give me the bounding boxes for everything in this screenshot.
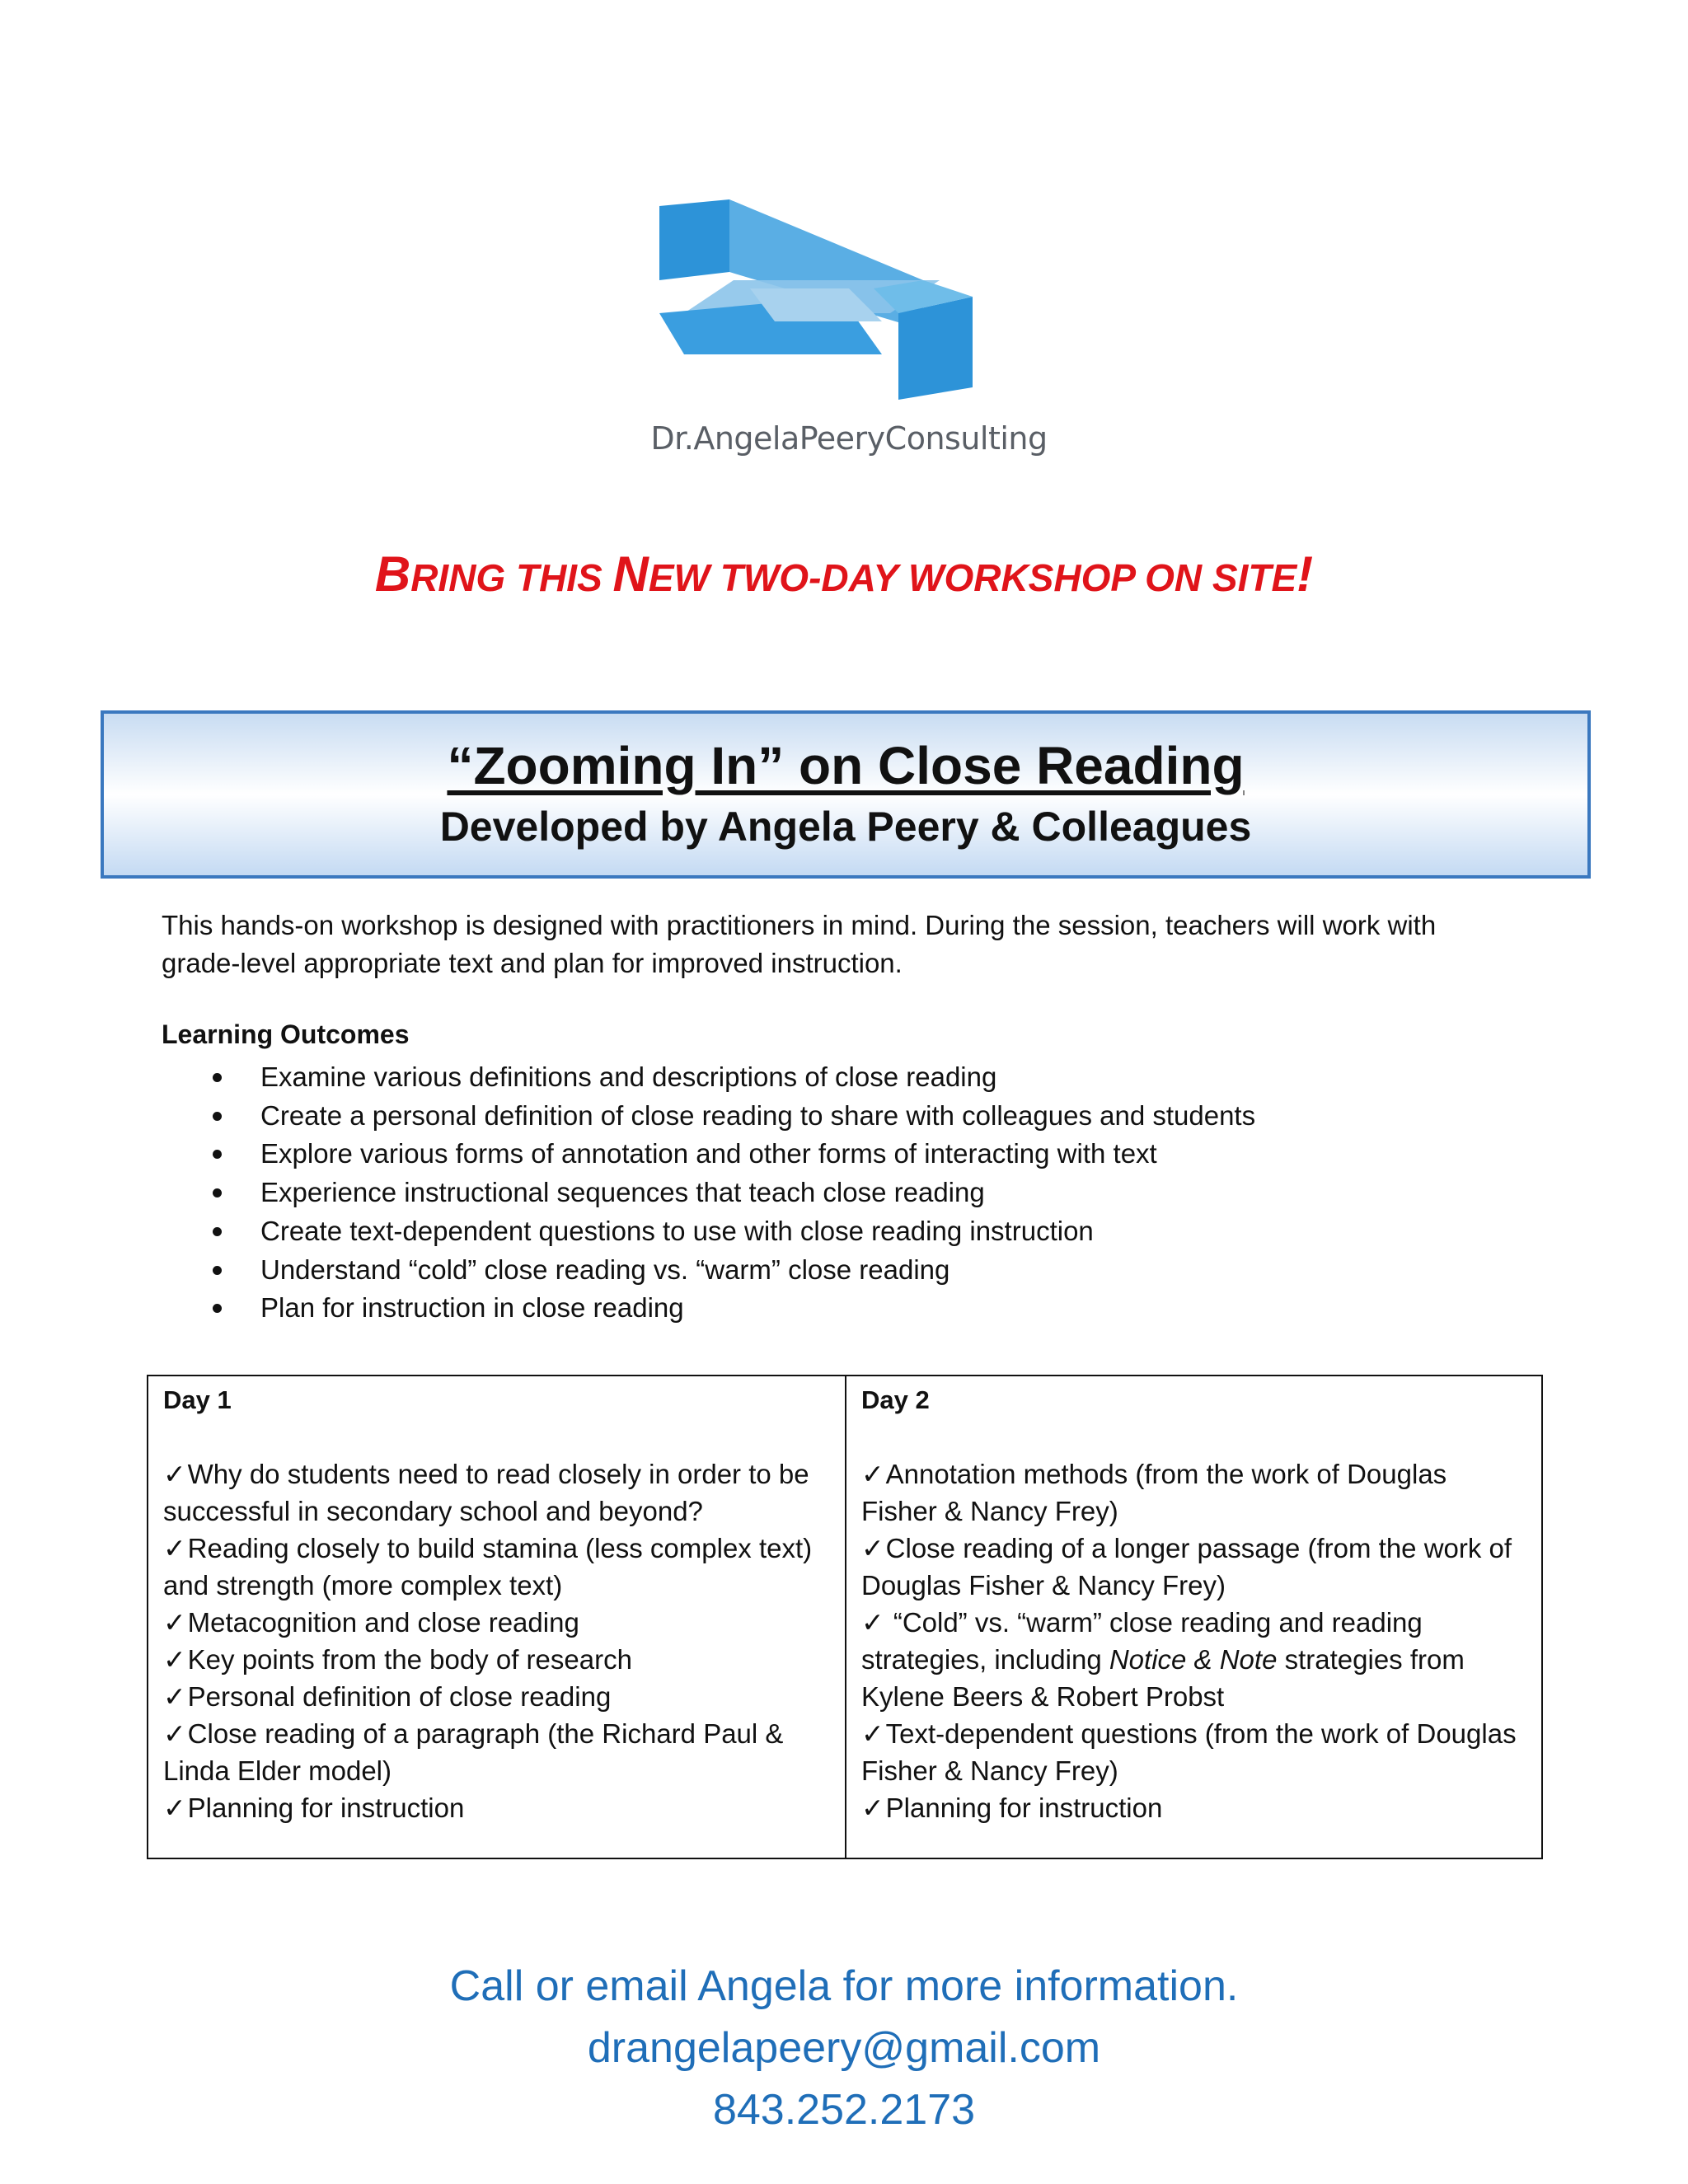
workshop-banner: BRING THIS NEW TWO-DAY WORKSHOP ON SITE! — [374, 546, 1314, 602]
day2-item: ✓Text-dependent questions (from the work of Douglas Fisher & Nancy Frey) — [861, 1718, 1517, 1786]
list-item: Create text-dependent questions to use with close reading instruction — [162, 1212, 1255, 1251]
bullet-icon — [213, 1150, 222, 1159]
list-item: Experience instructional sequences that teach close reading — [162, 1174, 1255, 1212]
check-icon: ✓ — [163, 1644, 186, 1675]
check-icon: ✓ — [163, 1681, 186, 1712]
list-item: Examine various definitions and descriptions of close reading — [162, 1058, 1255, 1097]
day2-item: ✓Annotation methods (from the work of Douglas Fisher & Nancy Frey) — [861, 1459, 1447, 1526]
contact-block — [0, 1956, 1688, 2141]
check-icon: ✓ — [861, 1459, 884, 1489]
bullet-icon — [213, 1266, 222, 1275]
schedule-table — [147, 1375, 1543, 1859]
day1-item: ✓Reading closely to build stamina (less complex text) and strength (more complex text) — [163, 1533, 813, 1601]
list-item: Understand “cold” close reading vs. “warm” close reading — [162, 1251, 1255, 1290]
day2-item: ✓Planning for instruction — [861, 1793, 1163, 1823]
day1-item: ✓Metacognition and close reading — [163, 1607, 579, 1638]
day2-heading: Day 2 — [861, 1385, 930, 1414]
bullet-icon — [213, 1073, 222, 1082]
day1-item: ✓Planning for instruction — [163, 1793, 465, 1823]
check-icon: ✓ — [163, 1718, 186, 1749]
check-icon: ✓ — [163, 1793, 186, 1823]
company-logo — [635, 190, 1063, 486]
check-icon: ✓ — [861, 1607, 884, 1638]
day2-item: ✓ “Cold” vs. “warm” close reading and reading strategies, including Notice & Note strategies from Kylene Beers & Robert Probst — [861, 1607, 1465, 1712]
bullet-icon — [213, 1304, 222, 1313]
check-icon: ✓ — [861, 1793, 884, 1823]
check-icon: ✓ — [163, 1459, 186, 1489]
day2-item: ✓Close reading of a longer passage (from the work of Douglas Fisher & Nancy Frey) — [861, 1533, 1512, 1601]
title-box — [101, 710, 1591, 879]
check-icon: ✓ — [861, 1718, 884, 1749]
learning-outcomes-list — [162, 1058, 1255, 1328]
page-subtitle: Developed by Angela Peery & Colleagues — [439, 804, 1252, 850]
contact-phone: 843.252.2173 — [712, 2086, 976, 2134]
intro-paragraph: This hands-on workshop is designed with practitioners in mind. During the session, teachers will work with grade-level appropriate text and plan for improved instruction. — [162, 910, 1437, 978]
contact-email-link[interactable]: drangelapeery@gmail.com — [587, 2024, 1101, 2072]
day1-item: ✓Key points from the body of research — [163, 1644, 632, 1675]
day1-item: ✓Close reading of a paragraph (the Richard Paul & Linda Elder model) — [163, 1718, 784, 1786]
check-icon: ✓ — [163, 1607, 186, 1638]
list-item: Plan for instruction in close reading — [162, 1289, 1255, 1328]
list-item: Explore various forms of annotation and other forms of interacting with text — [162, 1135, 1255, 1174]
learning-outcomes-heading: Learning Outcomes — [162, 1019, 410, 1049]
bullet-icon — [213, 1227, 222, 1236]
page-title: “Zooming In” on Close Reading — [447, 736, 1245, 795]
day1-item: ✓Why do students need to read closely in order to be successful in secondary school and beyond? — [163, 1459, 809, 1526]
bullet-icon — [213, 1112, 222, 1121]
day1-column — [148, 1376, 845, 1858]
day2-column — [845, 1376, 1541, 1858]
day1-item: ✓Personal definition of close reading — [163, 1681, 612, 1712]
logo-text: Dr.AngelaPeeryConsulting — [650, 420, 1048, 457]
check-icon: ✓ — [163, 1533, 186, 1563]
list-item: Create a personal definition of close reading to share with colleagues and students — [162, 1097, 1255, 1136]
bullet-icon — [213, 1188, 222, 1197]
contact-line: Call or email Angela for more information. — [449, 1962, 1239, 2010]
day1-heading: Day 1 — [163, 1385, 232, 1414]
logo-mark-icon — [635, 190, 1063, 412]
check-icon: ✓ — [861, 1533, 884, 1563]
